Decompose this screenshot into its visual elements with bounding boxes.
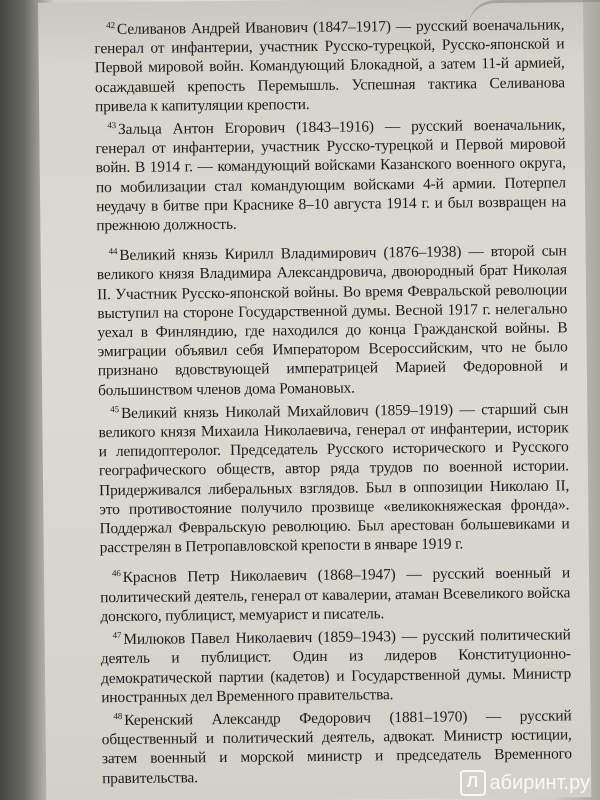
footnote-number: 48 [113, 710, 123, 722]
footnotes-list [94, 11, 572, 788]
footnote-text: Селиванов Андрей Иванович (1847–1917) — русский военачальник, генерал от инфантерии, участник Русско-турецкой, Русско-японской и Первой мировой войн. Командующий Блокадной, а затем 11-й армией, осаждавшей крепость Перемышль. Успешная тактика Селиванова привела к капитуляции крепости. [94, 16, 565, 116]
watermark-text: абиринт.ру [489, 771, 590, 794]
footnote-text: Милюков Павел Николаевич (1859–1943) — русский политический деятель и публицист. Один из лидеров Конституционно-демократической партии (кадетов) и Государственной думы. Министр иностранных дел Временного правительства. [100, 626, 572, 706]
labirint-logo-icon: Л [460, 770, 486, 796]
footnote-number: 43 [107, 120, 117, 131]
footnote-text: Зальца Антон Егорович (1843–1916) — русский военачальник, генерал от инфантерии, участник Русско-турецкой и Первой мировой войн. В 1914 г. — командующий войсками Казанского военного округа, по мобилизации стал командующим войсками 4-й армии. Потерпел неудачу в битве при Краснике 8–10 августа 1914 г. и был возвращен на прежнюю должность. [95, 116, 567, 235]
footnote-number: 46 [111, 568, 121, 579]
footnote-number: 42 [106, 20, 116, 31]
footnote-42 [94, 11, 565, 116]
book-page [38, 0, 591, 800]
labirint-watermark [460, 770, 591, 796]
footnote-44 [97, 238, 569, 401]
footnote-45 [98, 395, 570, 558]
footnote-number: 45 [110, 403, 120, 414]
footnote-text: Керенский Александр Федорович (1881–1970) — русский общественный и политический деятель, адвокат. Министр юстиции, затем военный и морской министр и председатель Временного правительства. [101, 707, 573, 787]
footnote-text: Великий князь Николай Михайлович (1859–1919) — старший сын великого князя Михаила Николаевича, генерал от инфантерии, историк и лепидоптеролог. Председатель Русского исторического и Русского географического обществ, автор ряда трудов по военной истории. Придерживался либеральных взглядов. Был в оппозиции Николаю II, это противостояние получило прозвище «великокняжеская фронда». Поддержал Февральскую революцию. Был арестован большевиками и расстрелян в Петропавловской крепости в январе 1919 г. [98, 400, 570, 557]
footnote-text: Великий князь Кирилл Владимирович (1876–1938) — второй сын великого князя Владимира Александровича, двоюродный брат Николая II. Участник Русско-японской войны. Во время Февральской революции выступил на стороне Государственной думы. Весной 1917 г. нелегально уехал в Финляндию, где находился до конца Гражданской войны. В эмиграции объявил себя Императором Всероссийским, что не было признано вдовствующей императрицей Марией Федоровной и большинством членов дома Романовых. [96, 242, 568, 399]
footnote-number: 44 [108, 246, 118, 257]
footnote-47 [101, 621, 572, 707]
footnote-46 [100, 560, 571, 627]
footnote-43 [95, 111, 566, 235]
footnote-text: Краснов Петр Николаевич (1868–1947) — русский военный и политический деятель, генерал от кавалерии, атаман Всевеликого войска донского, публицист, мемуарист и писатель. [100, 564, 571, 626]
footnote-number: 47 [112, 630, 122, 641]
